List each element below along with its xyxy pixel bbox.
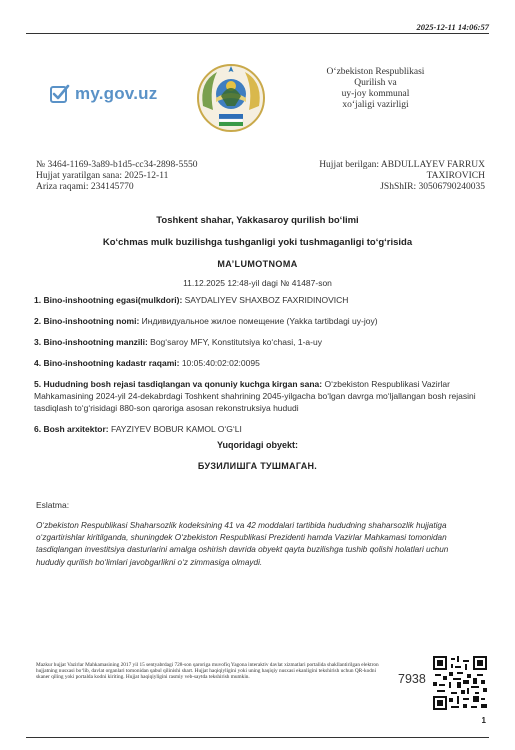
qr-code-icon[interactable] <box>433 656 487 710</box>
item-value: Bog‘saroy MFY, Konstitutsiya ko‘chasi, 1-a-uy <box>147 337 322 347</box>
state-emblem-icon <box>195 62 267 134</box>
ministry-name <box>308 67 443 111</box>
footer-disclaimer: Mazkur hujjat Vazirlar Mahkamasining 2017 yil 15 sentyabrdagi 728-son qaroriga muvofiq Yagona interaktiv davlat xizmatlari portalida shakllantirilgan elektron hujjatning nusxasi bo‘lib, davlat organlari tomonidan qabul qilinishi shart. Hujjat haqiqiyligini yoki uning haqiqiy nusxasi ekanligini tekshirish uchun QR-kodni skaner qiling yoki portalda kodni kiriting. Hujjat haqiqiyligini rasmiy veb-saytda tekshirish mumkin. <box>36 662 379 681</box>
item-label: 3. Bino-inshootning manzili: <box>34 337 148 347</box>
document-subject: Ko‘chmas mulk buzilishga tushganligi yoki tushmaganligi to‘g‘risida <box>102 237 413 248</box>
checkbox-check-icon <box>50 84 70 104</box>
bottom-divider <box>26 737 489 738</box>
note-title: Eslatma: <box>36 500 70 510</box>
mygov-logo[interactable] <box>50 84 157 104</box>
list-item <box>34 423 483 435</box>
item-label: 4. Bino-inshootning kadastr raqami: <box>34 358 180 368</box>
ministry-line: uy-joy kommunal <box>341 89 410 99</box>
document-number: № 3464-1169-3a89-b1d5-cc34-2898-5550 <box>36 160 198 170</box>
object-title: Yuqoridagi obyekt: <box>216 440 298 450</box>
note-text: O‘zbekiston Respublikasi Shaharsozlik kodeksining 41 va 42 moddalari tartibida hududning shaharsozlik hujjatiga o‘zgartirishlar kiritilganda, shuningdek O‘zbekiston Respublikasi Prezidenti hamda Vazirlar Mahkamasi tomonidan tasdiqlangan investitsiya dasturlarini amalga oshirish davrida obyekt qayta buzilishga tushib qolishi holatlari uchun hududiy qurilish bo‘limlari javobgarlikni o‘z zimmasiga olmaydi. <box>36 521 449 567</box>
recipient-meta <box>319 160 485 193</box>
created-date: Hujjat yaratilgan sana: 2025-12-11 <box>36 171 169 181</box>
item-value: 10:05:40:02:02:0095 <box>179 358 260 368</box>
item-label: 5. Hududning bosh rejasi tasdiqlangan va qonuniy kuchga kirgan sana: <box>34 379 323 389</box>
department-title: Toshkent shahar, Yakkasaroy qurilish bo‘limi <box>156 215 359 226</box>
list-item <box>34 315 483 327</box>
application-number: Ariza raqami: 234145770 <box>36 182 134 192</box>
object-status: БУЗИЛИШГА ТУШМАГАН. <box>197 461 318 471</box>
list-item <box>34 357 483 369</box>
item-label: 6. Bosh arxitektor: <box>34 424 109 434</box>
document-meta <box>36 160 197 193</box>
item-value: FAYZIYEV BOBUR KAMOL O‘G‘LI <box>108 424 242 434</box>
issued-to: Hujjat berilgan: ABDULLAYEV FARRUX <box>319 160 485 170</box>
ministry-line: xo‘jaligi vazirligi <box>342 100 409 110</box>
list-item <box>34 336 483 348</box>
item-value: SAYDALIYEV SHAXBOZ FAXRIDINOVICH <box>182 295 349 305</box>
item-value: Индивидуальное жилое помещение (Yakka tartibdagi uy-joy) <box>139 316 378 326</box>
page-number: 1 <box>481 716 486 725</box>
info-list <box>34 294 483 444</box>
top-divider <box>26 33 489 34</box>
ministry-line: O‘zbekiston Respublikasi <box>326 67 425 77</box>
list-item <box>34 378 483 414</box>
document-type: MA’LUMOTNOMA <box>217 259 298 269</box>
list-item <box>34 294 483 306</box>
item-label: 2. Bino-inshootning nomi: <box>34 316 140 326</box>
ministry-line: Qurilish va <box>354 78 397 88</box>
issued-to-continued: TAXIROVICH <box>426 171 485 181</box>
document-dateline: 11.12.2025 12:48-yil dagi № 41487-son <box>183 278 332 288</box>
verification-code: 7938 <box>398 672 426 686</box>
pinfl: JShShIR: 30506790240035 <box>380 182 485 192</box>
logo-text: my.gov.uz <box>75 84 158 103</box>
item-label: 1. Bino-inshootning egasi(mulkdori): <box>34 295 183 305</box>
item-value: O‘zbekiston Respublikasi Vazirlar Mahkamasining 2024-yil 24-dekabrdagi Toshkent shahrining 2045-yilgacha bo‘lgan davrga mo‘ljallangan bosh rejasini tasdiqlash to‘g‘risidagi 880-son qaroriga asosan rekonstruksiya hududi <box>34 379 476 413</box>
print-timestamp: 2025-12-11 14:06:57 <box>416 22 489 32</box>
